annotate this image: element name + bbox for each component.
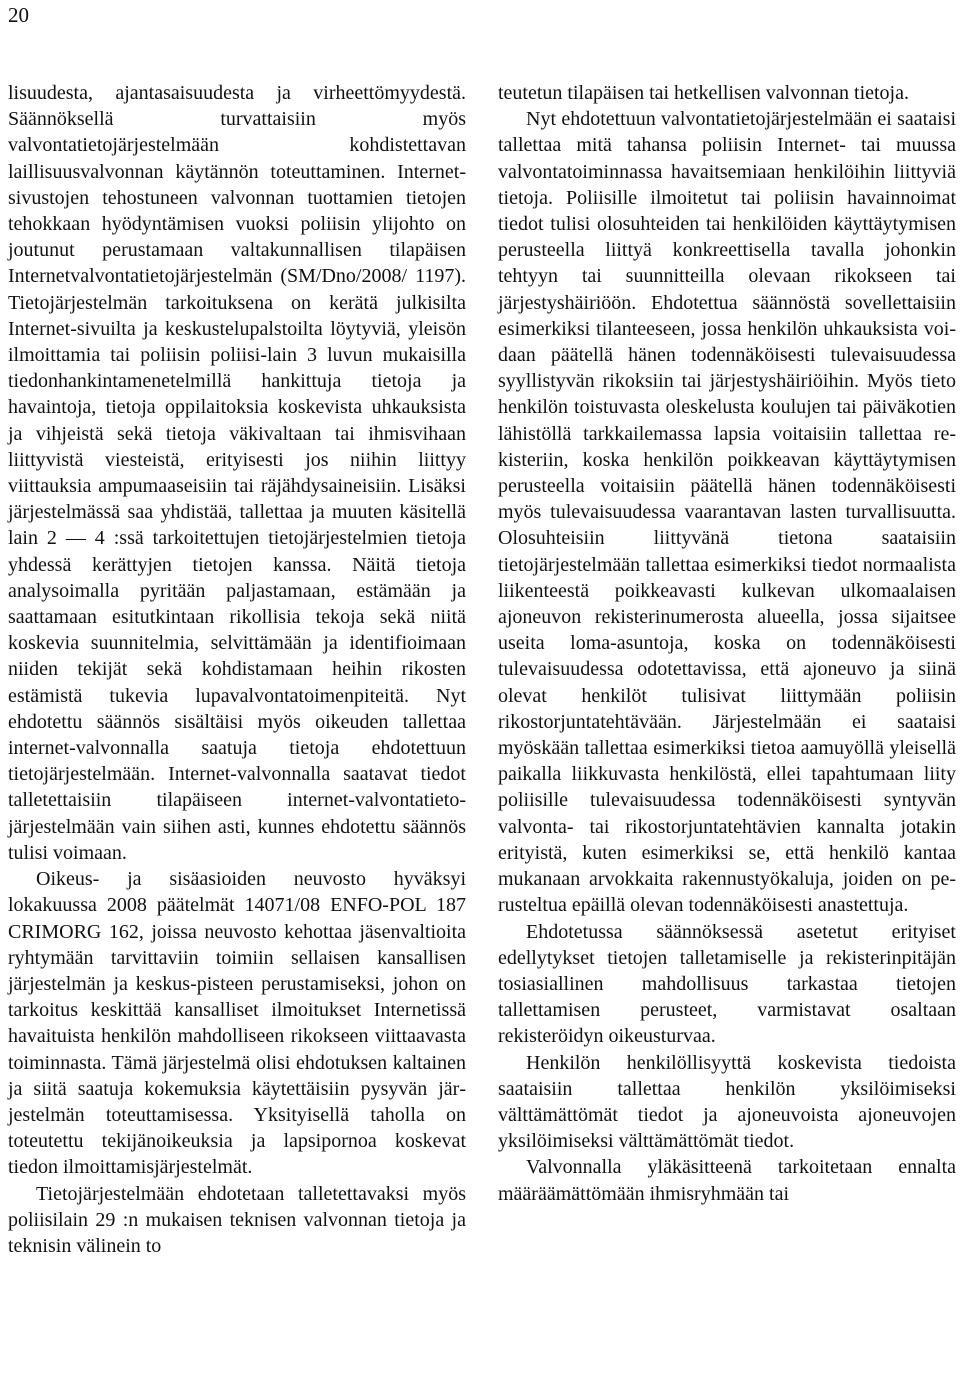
right-paragraph-2: Nyt ehdotettuun valvontatietojärjestelmään ei saataisi tallettaa mitä tahansa poliisin Internet- tai muussa valvontatoiminnassa havaitsemiaan henkilöihin liittyviä tietoja. Poliisille ilmoitetut tai poliisin havainnoimat tiedot tulisi olosuhteiden tai henkilöiden käyttäytymisen perusteella liittyä konkreettisella tavalla johonkin tehtyyn tai suunnitteilla olevaan rikokseen tai järjestyshäiriöön. Ehdotettua säännöstä sovellettaisiin esimerkiksi tilanteeseen, jossa henkilön uhkauksista voidaan päätellä hänen todennäköisesti tulevaisuudessa syyllistyvän rikoksiin tai järjestyshäiriöihin. Myös tieto henkilön toistuvasta oleskelusta koulujen tai päiväkotien lähistöllä tarkkailemassa lapsia voitaisiin tallettaa rekisteriin, koska henkilön poikkeavan käyttäytymisen perusteella voitaisiin päätellä hänen todennäköisesti myös tulevaisuudessa vaarantavan lasten turvallisuutta. Olosuhteisiin liittyvänä tietona saataisiin tietojärjestelmään tallettaa esimerkiksi tiedot normaalista liikenteestä poikkeavasti kulkevan ulkomaalaisen ajoneuvon rekisterinumerosta alueella, jossa sijaitsee useita loma-asuntoja, koska on todennäköisesti tulevaisuudessa odotettavissa, että ajoneuvo ja siinä olevat henkilöt tulisivat liittymään poliisin rikostorjuntatehtävään. Järjestelmään ei saataisi myöskään tallettaa esimerkiksi tietoa aamuyöllä yleisellä paikalla liikkuvasta henkilöstä, ellei tapahtumaan liity poliisille tulevaisuudessa todennäköisesti syntyvän valvonta- tai rikostorjuntatehtävien kannalta jotakin erityistä, kuten esimerkiksi se, että henkilö kantaa mukanaan arvokkaita rakennustyökaluja, joiden on perusteltua epäillä olevan todennäköisesti anastettuja. <box>498 108 956 917</box>
right-paragraph-1: teutetun tilapäisen tai hetkellisen valvonnan tietoja. <box>498 82 909 104</box>
right-text-column <box>498 80 956 1207</box>
right-paragraph-3: Ehdotetussa säännöksessä asetetut erityiset edellytykset tietojen talletamiselle ja rekisterinpitäjän tosiasiallinen mahdollisuus tarkastaa tietojen tallettamisen perusteet, varmistavat osaltaan rekisteröidyn oikeusturvaa. <box>498 920 956 1048</box>
left-paragraph-3: Tietojärjestelmään ehdotetaan talletettavaksi myös poliisilain 29 :n mukaisen teknisen valvonnan tietoja ja teknisin välinein to <box>8 1182 466 1257</box>
right-paragraph-5: Valvonnalla yläkäsitteenä tarkoitetaan ennalta määräämättömään ihmisryhmään tai <box>498 1156 956 1205</box>
left-text-column <box>8 80 466 1259</box>
right-paragraph-4: Henkilön henkilöllisyyttä koskevista tiedoista saataisiin tallettaa henkilön yksilöimiseksi välttämättömät tiedot ja ajoneuvoista ajoneuvojen yksilöimiseksi välttämättömät tiedot. <box>498 1051 956 1153</box>
left-paragraph-2: Oikeus- ja sisäasioiden neuvosto hyväksyi lokakuussa 2008 päätelmät 14071/08 ENFO-POL 187 CRIMORG 162, joissa neuvosto kehottaa jäsenvaltioita ryhtymään tarvittaviin toimiin sellaisen kansallisen järjestelmän ja keskus-pisteen perustamiseksi, johon on tarkoitus keskittää kansalliset ilmoitukset Internetissä havaituista henkilön mahdolliseen rikokseen viittaavasta toiminnasta. Tämä järjestelmä olisi ehdotuksen kaltainen ja siitä saatuja kokemuksia käytettäisiin pysyvän järjestelmän toteuttamisessa. Yksityisellä taholla on toteutettu tekijänoikeuksia ja lapsipornoa koskevat tiedon ilmoittamisjärjestelmät. <box>8 868 466 1179</box>
page-number: 20 <box>8 3 29 27</box>
left-paragraph-1: lisuudesta, ajantasaisuudesta ja virheettömyydestä. Säännöksellä turvattaisiin myös valvontatietojärjestelmään kohdistettavan laillisuusvalvonnan käytännön toteuttaminen. Internet-sivustojen tehostuneen valvonnan tuottamien tietojen tehokkaan hyödyntämisen vuoksi poliisin ylijohto on joutunut perustamaan valtakunnallisen tilapäisen Internetvalvontatietojärjestelmän (SM/Dno/2008/ 1197). Tietojärjestelmän tarkoituksena on kerätä julkisilta Internet-sivuilta ja keskustelupalstoilta löytyviä, yleisön ilmoittamia tai poliisin poliisi-lain 3 luvun mukaisilla tiedonhankintamenetelmillä hankittuja tietoja ja havaintoja, tietoja oppilaitoksia koskevista uhkauksista ja vihjeistä sekä tietoja väkivaltaan tai ihmisvihaan liittyvistä viesteistä, erityisesti jos niihin liittyy viittauksia ampumaaseisiin tai räjähdysaineisiin. Lisäksi järjestelmässä saa yhdistää, tallettaa ja muuten käsitellä lain 2 — 4 :ssä tarkoitettujen tietojärjestelmien tietoja yhdessä kerättyjen tietojen kanssa. Näitä tietoja analysoimalla pyritään paljastamaan, estämään ja saattamaan esitutkintaan rikollisia tekoja sekä niitä koskevia suunnitelmia, selvittämään ja identifioimaan niiden tekijät sekä kohdistamaan heihin rikosten estämistä tukevia lupavalvontatoimenpiteitä. Nyt ehdotettu säännös sisältäisi myös oikeuden tallettaa internet-valvonnalla saatuja tietoja ehdotettuun tietojärjestelmään. Internet-valvonnalla saatavat tiedot talletettaisiin tilapäiseen internet-valvontatietojärjestelmään vain siihen asti, kunnes ehdotettu säännös tulisi voimaan. <box>8 82 466 864</box>
